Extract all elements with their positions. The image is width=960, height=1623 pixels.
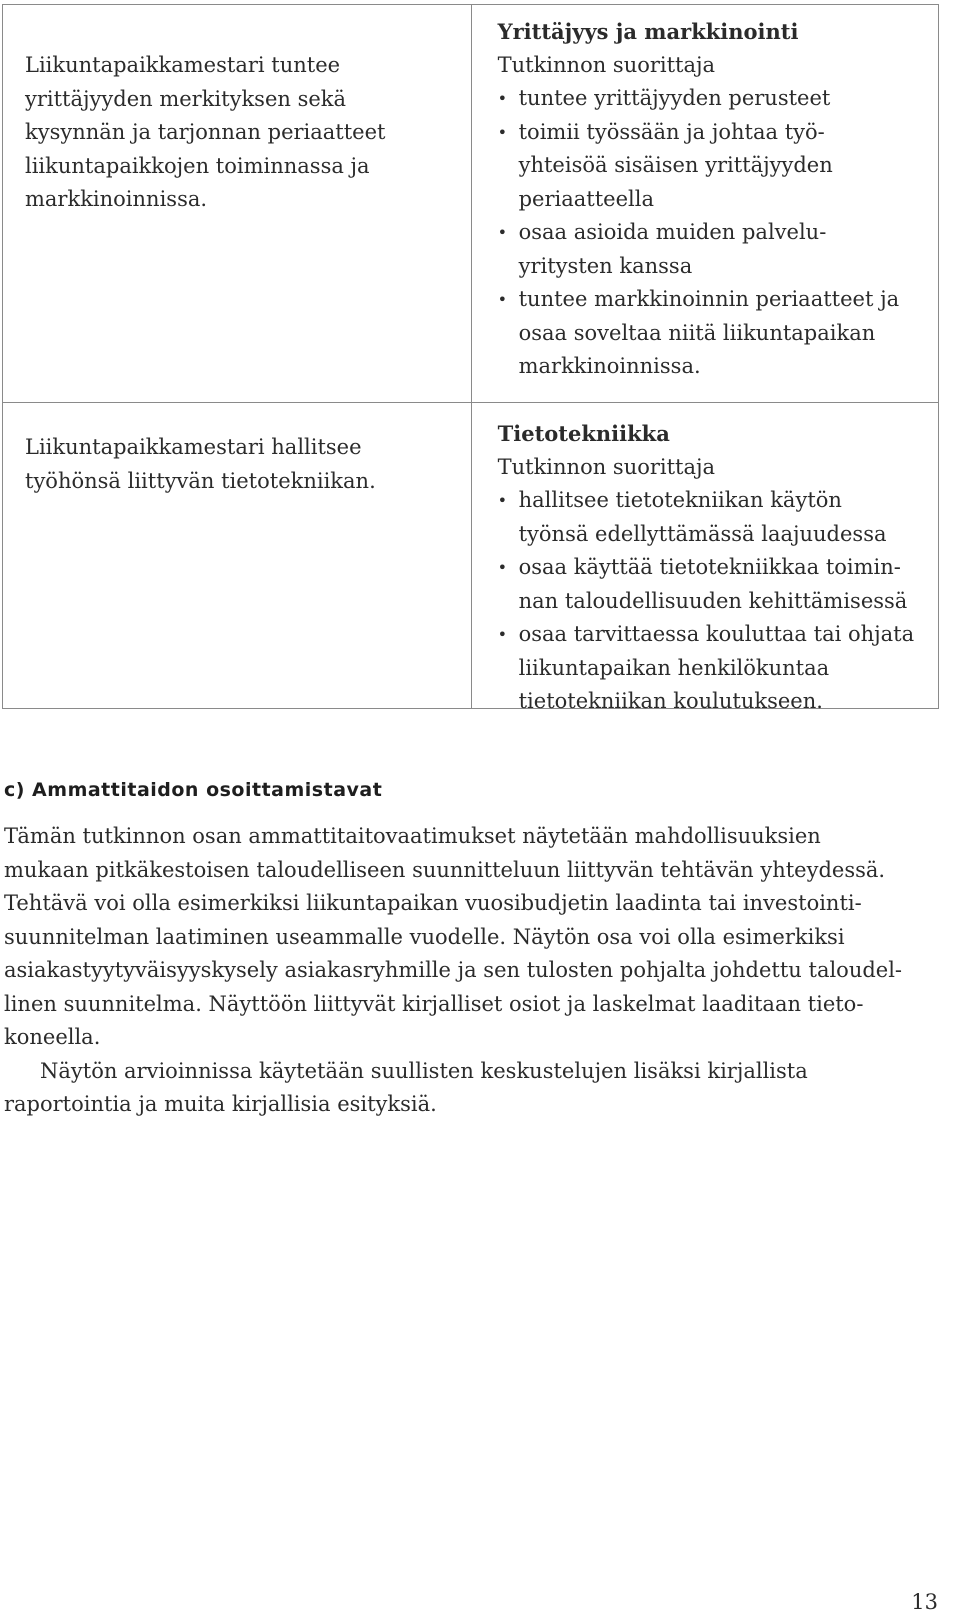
requirements-block: [472, 5, 938, 401]
page-number: 13: [911, 1590, 938, 1614]
paragraph-line: koneella.: [4, 1025, 101, 1049]
requirements-heading: Yrittäjyys ja markkinointi: [497, 19, 799, 44]
paragraph-line: raportointia ja muita kirjallisia esityksiä.: [4, 1092, 437, 1116]
list-item-line: yhteisöä sisäisen yrittäjyyden: [518, 153, 833, 177]
bullet-icon: •: [497, 625, 508, 644]
table-row: [3, 403, 939, 709]
list-item-line: liikuntapaikan henkilökuntaa: [518, 655, 830, 680]
list-item-line: toimii työssään ja johtaa työ-: [518, 119, 825, 144]
requirements-subheading: Tutkinnon suorittaja: [497, 454, 716, 479]
paragraph-line: Tämän tutkinnon osan ammattitaitovaatimukset näytetään mahdollisuuksien: [4, 824, 821, 848]
paragraph: [4, 1055, 939, 1122]
bullet-icon: •: [497, 122, 508, 142]
paragraph-line: linen suunnitelma. Näyttöön liittyvät kirjalliset osiot ja laskelmat laaditaan tieto-: [4, 991, 864, 1016]
list-item: [498, 484, 932, 551]
table-cell-requirements: [471, 403, 938, 713]
table-cell-requirements: [471, 5, 938, 403]
paragraph-line: suunnitelman laatiminen useammalle vuodelle. Näytön osa voi olla esimerkiksi: [4, 924, 845, 949]
list-item-line: tuntee markkinoinnin periaatteet ja: [518, 287, 900, 311]
paragraph: [4, 820, 939, 1055]
paragraph-line: asiakastyytyväisyyskysely asiakasryhmille ja sen tulosten pohjalta johdettu taloudel-: [4, 958, 903, 982]
list-item-line: työnsä edellyttämässä laajuudessa: [518, 521, 887, 546]
criteria-table: [2, 4, 939, 713]
criterion-line: yrittäjyyden merkityksen sekä: [25, 86, 347, 111]
list-item: [498, 116, 932, 217]
requirements-list: [498, 484, 932, 719]
list-item-line: osaa soveltaa niitä liikuntapaikan: [518, 320, 876, 345]
requirements-list: [498, 82, 932, 384]
list-item: [498, 283, 932, 384]
requirements-heading: Tietotekniikka: [497, 421, 670, 446]
paragraph-line: Näytön arvioinnissa käytetään suullisten keskustelujen lisäksi kirjallista: [40, 1058, 808, 1083]
criterion-line: Liikuntapaikkamestari hallitsee: [25, 435, 362, 459]
list-item-line: tietotekniikan koulutukseen.: [518, 689, 823, 713]
bullet-icon: •: [497, 290, 508, 309]
criterion-text: [3, 5, 471, 402]
criterion-line: kysynnän ja tarjonnan periaatteet: [25, 120, 386, 144]
list-item-line: osaa käyttää tietotekniikkaa toimin-: [518, 555, 901, 579]
criterion-line: markkinoinnissa.: [25, 187, 208, 211]
table-cell-criterion: [3, 5, 472, 403]
bullet-icon: •: [497, 491, 508, 510]
list-item: [498, 216, 932, 283]
list-item-line: periaatteella: [518, 186, 654, 211]
list-item-line: osaa asioida muiden palvelu-: [518, 220, 827, 244]
paragraph-line: mukaan pitkäkestoisen taloudelliseen suunnitteluun liittyvän tehtävän yhteydessä.: [4, 857, 886, 882]
paragraph-line: Tehtävä voi olla esimerkiksi liikuntapaikan vuosibudjetin laadinta tai investointi-: [4, 891, 862, 915]
table-cell-criterion: [3, 403, 472, 709]
list-item: [498, 82, 932, 116]
bullet-icon: •: [497, 89, 508, 108]
section-body: [4, 820, 939, 1122]
table-row: [3, 5, 939, 403]
list-item-line: markkinoinnissa.: [518, 354, 701, 378]
list-item: [498, 551, 932, 618]
list-item-line: yritysten kanssa: [518, 253, 693, 278]
requirements-subheading: Tutkinnon suorittaja: [497, 52, 716, 77]
criterion-line: työhönsä liittyvän tietotekniikan.: [25, 468, 376, 493]
list-item-line: tuntee yrittäjyyden perusteet: [518, 86, 831, 110]
list-item-line: hallitsee tietotekniikan käytön: [518, 488, 842, 512]
criterion-text: [3, 403, 471, 708]
list-item: [498, 618, 932, 719]
section-heading: c) Ammattitaidon osoittamistavat: [4, 779, 383, 801]
list-item-line: osaa tarvittaessa kouluttaa tai ohjata: [518, 622, 915, 646]
list-item-line: nan taloudellisuuden kehittämisessä: [518, 588, 908, 613]
criterion-line: liikuntapaikkojen toiminnassa ja: [25, 153, 370, 178]
bullet-icon: •: [497, 558, 508, 577]
bullet-icon: •: [497, 223, 508, 242]
requirements-block: [472, 403, 938, 713]
criterion-line: Liikuntapaikkamestari tuntee: [25, 53, 341, 77]
